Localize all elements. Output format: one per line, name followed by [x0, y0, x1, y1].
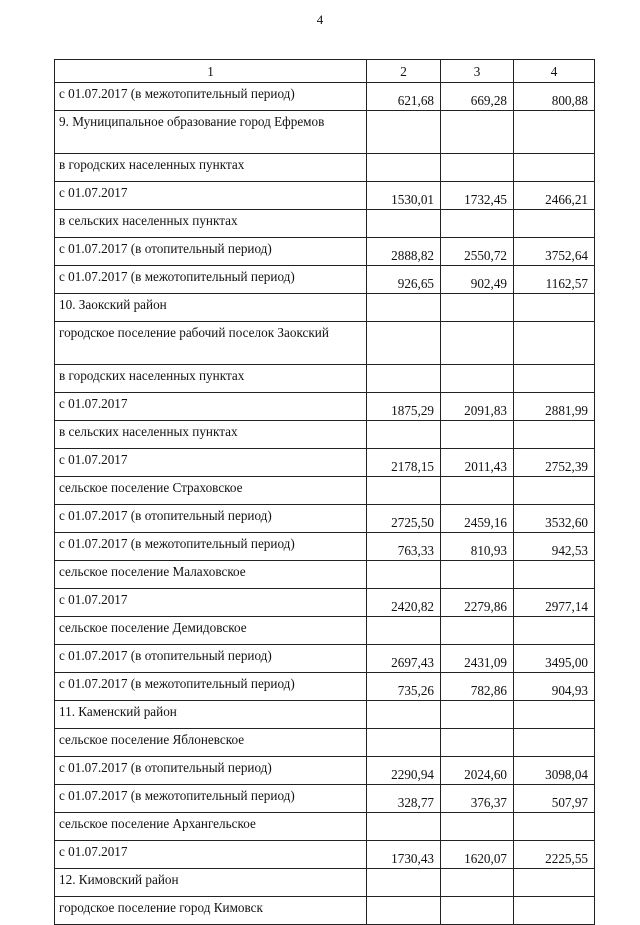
row-label: в сельских населенных пунктах	[55, 210, 367, 238]
tariff-value-col-4	[514, 322, 595, 365]
tariff-value-col-2	[367, 869, 441, 897]
tariff-value-col-3: 2279,86	[441, 589, 514, 617]
row-label: с 01.07.2017	[55, 589, 367, 617]
column-header-4: 4	[514, 60, 595, 83]
tariff-value-col-3: 2091,83	[441, 393, 514, 421]
table-row	[55, 673, 595, 701]
tariff-value-col-3	[441, 294, 514, 322]
table-row	[55, 421, 595, 449]
tariff-value-col-2	[367, 154, 441, 182]
tariff-value-col-2	[367, 111, 441, 154]
table-row	[55, 322, 595, 365]
tariff-value-col-4: 2752,39	[514, 449, 595, 477]
table-row	[55, 757, 595, 785]
tariff-value-col-3	[441, 210, 514, 238]
row-label: 9. Муниципальное образование город Ефремов	[55, 111, 367, 154]
tariff-value-col-4	[514, 477, 595, 505]
tariff-value-col-2: 2420,82	[367, 589, 441, 617]
row-label: с 01.07.2017 (в отопительный период)	[55, 505, 367, 533]
tariff-value-col-2: 2697,43	[367, 645, 441, 673]
row-label: в городских населенных пунктах	[55, 365, 367, 393]
row-label: в городских населенных пунктах	[55, 154, 367, 182]
tariff-value-col-2: 735,26	[367, 673, 441, 701]
tariff-value-col-2: 1530,01	[367, 182, 441, 210]
tariff-value-col-2: 926,65	[367, 266, 441, 294]
tariff-value-col-3: 902,49	[441, 266, 514, 294]
tariff-value-col-4	[514, 421, 595, 449]
tariff-value-col-3: 2431,09	[441, 645, 514, 673]
column-header-1: 1	[55, 60, 367, 83]
table-row	[55, 238, 595, 266]
tariff-value-col-4: 942,53	[514, 533, 595, 561]
tariff-value-col-4	[514, 210, 595, 238]
tariff-value-col-4	[514, 561, 595, 589]
tariff-value-col-4: 3532,60	[514, 505, 595, 533]
tariff-value-col-3: 1620,07	[441, 841, 514, 869]
tariff-value-col-3: 2550,72	[441, 238, 514, 266]
row-label: 11. Каменский район	[55, 701, 367, 729]
row-label: с 01.07.2017	[55, 393, 367, 421]
table-row	[55, 841, 595, 869]
tariff-value-col-4: 2881,99	[514, 393, 595, 421]
row-label: с 01.07.2017 (в межотопительный период)	[55, 673, 367, 701]
tariff-value-col-4	[514, 869, 595, 897]
table-row	[55, 561, 595, 589]
row-label: сельское поселение Яблоневское	[55, 729, 367, 757]
tariff-table	[54, 59, 595, 925]
table-row	[55, 617, 595, 645]
tariff-value-col-3: 2011,43	[441, 449, 514, 477]
tariff-value-col-4	[514, 154, 595, 182]
tariff-value-col-2: 2178,15	[367, 449, 441, 477]
tariff-table-body	[55, 60, 595, 925]
table-row	[55, 266, 595, 294]
tariff-value-col-2: 2888,82	[367, 238, 441, 266]
tariff-value-col-2: 621,68	[367, 83, 441, 111]
row-label: с 01.07.2017 (в межотопительный период)	[55, 266, 367, 294]
tariff-value-col-4	[514, 813, 595, 841]
row-label: 12. Кимовский район	[55, 869, 367, 897]
tariff-value-col-4	[514, 294, 595, 322]
tariff-value-col-4	[514, 701, 595, 729]
tariff-value-col-2	[367, 701, 441, 729]
tariff-value-col-3	[441, 561, 514, 589]
table-row	[55, 701, 595, 729]
table-row	[55, 533, 595, 561]
tariff-value-col-2	[367, 477, 441, 505]
tariff-value-col-4: 1162,57	[514, 266, 595, 294]
table-row	[55, 477, 595, 505]
tariff-value-col-4: 3098,04	[514, 757, 595, 785]
tariff-value-col-4: 507,97	[514, 785, 595, 813]
row-label: с 01.07.2017 (в отопительный период)	[55, 757, 367, 785]
tariff-value-col-4: 3495,00	[514, 645, 595, 673]
table-row	[55, 210, 595, 238]
tariff-value-col-4: 2466,21	[514, 182, 595, 210]
table-header-row	[55, 60, 595, 83]
tariff-value-col-2	[367, 421, 441, 449]
tariff-value-col-3	[441, 154, 514, 182]
table-row	[55, 505, 595, 533]
tariff-value-col-4: 3752,64	[514, 238, 595, 266]
row-label: сельское поселение Демидовское	[55, 617, 367, 645]
column-header-2: 2	[367, 60, 441, 83]
tariff-value-col-3	[441, 729, 514, 757]
table-row	[55, 154, 595, 182]
tariff-value-col-3: 669,28	[441, 83, 514, 111]
tariff-value-col-2	[367, 729, 441, 757]
tariff-value-col-3	[441, 813, 514, 841]
tariff-value-col-2: 328,77	[367, 785, 441, 813]
tariff-value-col-4	[514, 729, 595, 757]
tariff-value-col-2	[367, 210, 441, 238]
column-header-3: 3	[441, 60, 514, 83]
tariff-value-col-3: 1732,45	[441, 182, 514, 210]
tariff-value-col-3	[441, 365, 514, 393]
row-label: с 01.07.2017	[55, 841, 367, 869]
row-label: городское поселение город Кимовск	[55, 897, 367, 925]
row-label: сельское поселение Малаховское	[55, 561, 367, 589]
table-row	[55, 393, 595, 421]
tariff-value-col-4: 904,93	[514, 673, 595, 701]
tariff-value-col-4	[514, 111, 595, 154]
tariff-value-col-3: 782,86	[441, 673, 514, 701]
tariff-value-col-3	[441, 869, 514, 897]
table-row	[55, 813, 595, 841]
tariff-value-col-2: 1875,29	[367, 393, 441, 421]
tariff-value-col-2	[367, 322, 441, 365]
tariff-value-col-3	[441, 477, 514, 505]
row-label: с 01.07.2017 (в межотопительный период)	[55, 533, 367, 561]
tariff-value-col-3	[441, 322, 514, 365]
table-row	[55, 294, 595, 322]
table-row	[55, 365, 595, 393]
table-row	[55, 785, 595, 813]
tariff-value-col-4: 2225,55	[514, 841, 595, 869]
tariff-value-col-3	[441, 701, 514, 729]
tariff-value-col-2	[367, 617, 441, 645]
tariff-value-col-3	[441, 111, 514, 154]
table-row	[55, 182, 595, 210]
row-label: с 01.07.2017 (в отопительный период)	[55, 645, 367, 673]
table-row	[55, 589, 595, 617]
table-row	[55, 869, 595, 897]
tariff-value-col-2	[367, 561, 441, 589]
tariff-value-col-3: 2459,16	[441, 505, 514, 533]
tariff-value-col-3	[441, 421, 514, 449]
tariff-value-col-2: 2290,94	[367, 757, 441, 785]
table-row	[55, 729, 595, 757]
row-label: в сельских населенных пунктах	[55, 421, 367, 449]
tariff-value-col-2	[367, 294, 441, 322]
tariff-value-col-2	[367, 813, 441, 841]
table-row	[55, 83, 595, 111]
row-label: с 01.07.2017 (в межотопительный период)	[55, 785, 367, 813]
table-row	[55, 645, 595, 673]
tariff-value-col-2: 763,33	[367, 533, 441, 561]
tariff-value-col-4: 800,88	[514, 83, 595, 111]
tariff-value-col-2	[367, 365, 441, 393]
row-label: с 01.07.2017	[55, 182, 367, 210]
row-label: с 01.07.2017 (в межотопительный период)	[55, 83, 367, 111]
tariff-value-col-4	[514, 617, 595, 645]
page-number: 4	[316, 12, 324, 27]
tariff-value-col-4: 2977,14	[514, 589, 595, 617]
tariff-value-col-2: 2725,50	[367, 505, 441, 533]
tariff-value-col-3	[441, 617, 514, 645]
row-label: городское поселение рабочий поселок Заокский	[55, 322, 367, 365]
tariff-value-col-3: 376,37	[441, 785, 514, 813]
table-row	[55, 449, 595, 477]
row-label: сельское поселение Страховское	[55, 477, 367, 505]
tariff-value-col-2: 1730,43	[367, 841, 441, 869]
table-row	[55, 111, 595, 154]
row-label: 10. Заокский район	[55, 294, 367, 322]
row-label: сельское поселение Архангельское	[55, 813, 367, 841]
tariff-value-col-3: 2024,60	[441, 757, 514, 785]
tariff-value-col-4	[514, 365, 595, 393]
row-label: с 01.07.2017 (в отопительный период)	[55, 238, 367, 266]
tariff-value-col-3: 810,93	[441, 533, 514, 561]
row-label: с 01.07.2017	[55, 449, 367, 477]
